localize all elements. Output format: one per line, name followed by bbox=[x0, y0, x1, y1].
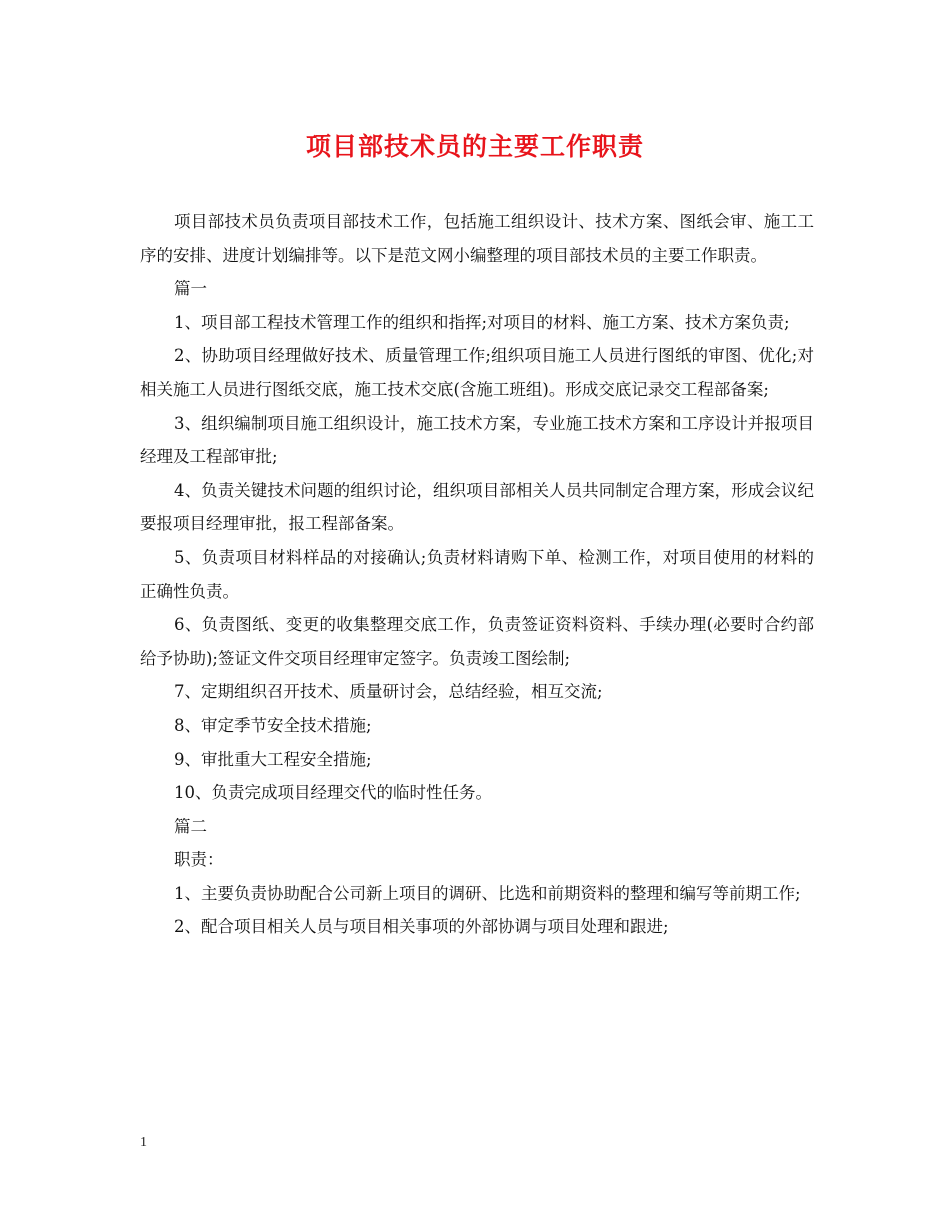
responsibility-item-1: 1、主要负责协助配合公司新上项目的调研、比选和前期资料的整理和编写等前期工作; bbox=[174, 883, 801, 903]
section-heading-part-one: 篇一 bbox=[174, 279, 207, 299]
intro-paragraph: 项目部技术员负责项目部技术工作，包括施工组织设计、技术方案、图纸会审、施工工序的安排、进度计划编排等。以下是范文网小编整理的项目部技术员的主要工作职责。 bbox=[140, 212, 814, 265]
duty-item-2: 2、协助项目经理做好技术、质量管理工作;组织项目施工人员进行图纸的审图、优化;对相关施工人员进行图纸交底，施工技术交底(含施工班组)。形成交底记录交工程部备案; bbox=[140, 346, 814, 399]
responsibility-item-2: 2、配合项目相关人员与项目相关事项的外部协调与项目处理和跟进; bbox=[174, 917, 669, 937]
duty-item-6: 6、负责图纸、变更的收集整理交底工作，负责签证资料资料、手续办理(必要时合约部给予协助);签证文件交项目经理审定签字。负责竣工图绘制; bbox=[140, 615, 814, 668]
document-body bbox=[140, 205, 814, 944]
section-heading-part-two: 篇二 bbox=[174, 816, 207, 836]
duty-item-4: 4、负责关键技术问题的组织讨论，组织项目部相关人员共同制定合理方案，形成会议纪要报项目经理审批，报工程部备案。 bbox=[140, 480, 814, 534]
duty-item-10: 10、负责完成项目经理交代的临时性任务。 bbox=[174, 783, 492, 803]
page-number: 1 bbox=[140, 1135, 147, 1150]
duty-item-8: 8、审定季节安全技术措施; bbox=[174, 715, 372, 735]
duty-item-5: 5、负责项目材料样品的对接确认;负责材料请购下单、检测工作，对项目使用的材料的正确性负责。 bbox=[140, 547, 814, 601]
responsibilities-label: 职责： bbox=[174, 850, 224, 870]
duty-item-7: 7、定期组织召开技术、质量研讨会，总结经验，相互交流; bbox=[174, 682, 603, 702]
duty-item-1: 1、项目部工程技术管理工作的组织和指挥;对项目的材料、施工方案、技术方案负责; bbox=[174, 312, 790, 332]
duty-item-3: 3、组织编制项目施工组织设计，施工技术方案，专业施工技术方案和工序设计并报项目经理及工程部审批; bbox=[140, 413, 814, 467]
duty-item-9: 9、审批重大工程安全措施; bbox=[174, 749, 372, 769]
document-title: 项目部技术员的主要工作职责 bbox=[305, 132, 644, 161]
